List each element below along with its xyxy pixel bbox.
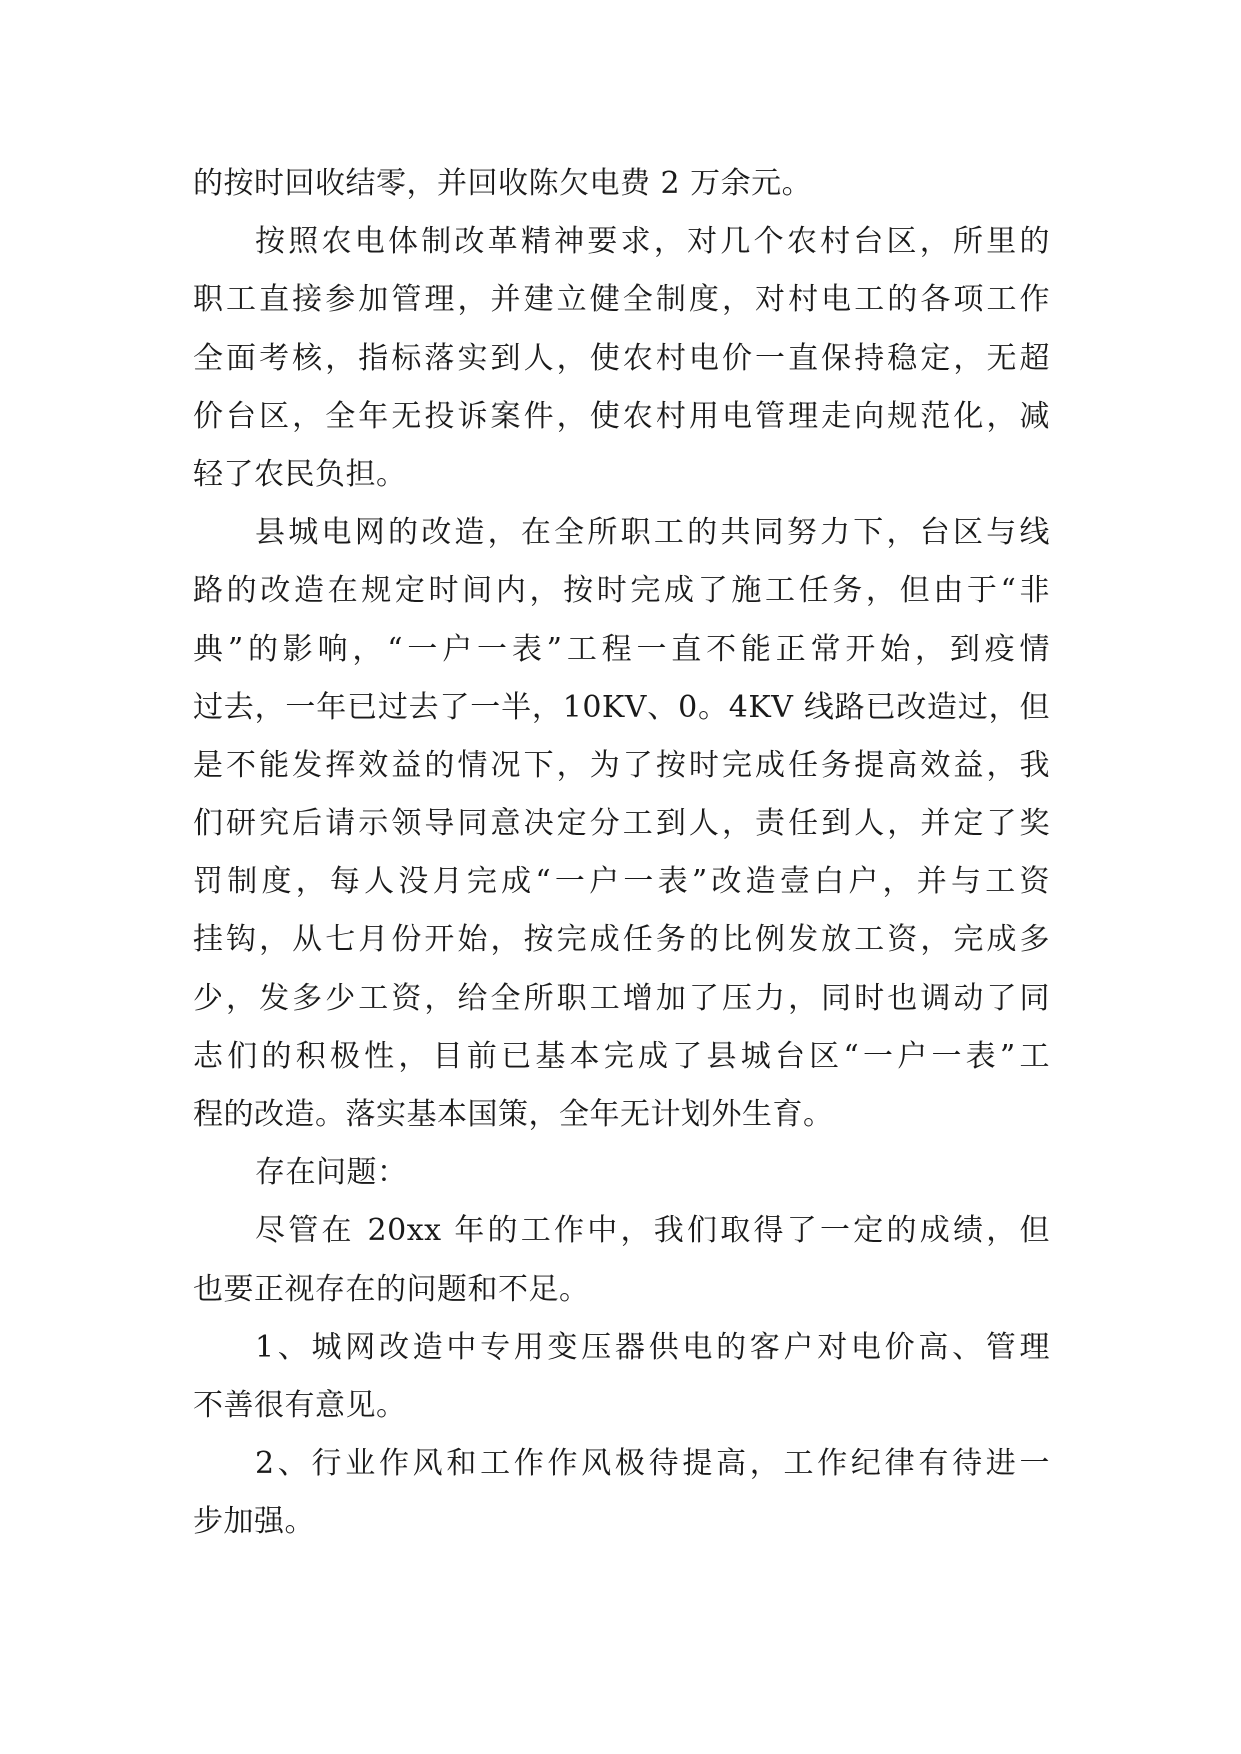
text-line: 挂钩，从七月份开始，按完成任务的比例发放工资，完成多 [193,922,1050,958]
list-item-line: 不善很有意见。 [193,1387,407,1423]
list-item-line: 1、城网改造中专用变压器供电的客户对电价高、管理 [255,1329,1050,1365]
text-line: 典”的影响，“一户一表”工程一直不能正常开始，到疫情 [193,631,1050,667]
text-line: 尽管在 20xx 年的工作中，我们取得了一定的成绩，但 [255,1213,1050,1249]
text-line: 罚制度，每人没月完成“一户一表”改造壹白户，并与工资 [193,864,1050,900]
text-line: 全面考核，指标落实到人，使农村电价一直保持稳定，无超 [193,340,1050,376]
text-line: 是不能发挥效益的情况下，为了按时完成任务提高效益，我 [193,747,1050,783]
text-line: 轻了农民负担。 [193,456,407,492]
text-line: 也要正视存在的问题和不足。 [193,1271,590,1307]
text-line: 按照农电体制改革精神要求，对几个农村台区，所里的 [255,224,1050,260]
section-heading: 存在问题： [255,1155,408,1191]
text-line: 过去，一年已过去了一半，10KV、0。4KV 线路已改造过，但 [193,689,1050,725]
text-line: 志们的积极性，目前已基本完成了县城台区“一户一表”工 [193,1038,1050,1074]
list-item-line: 2、行业作风和工作作风极待提高，工作纪律有待进一 [255,1446,1050,1482]
text-line: 县城电网的改造，在全所职工的共同努力下，台区与线 [255,515,1050,551]
text-line: 路的改造在规定时间内，按时完成了施工任务，但由于“非 [193,573,1050,609]
text-line: 的按时回收结零，并回收陈欠电费 2 万余元。 [193,166,813,201]
text-line: 少，发多少工资，给全所职工增加了压力，同时也调动了同 [193,980,1050,1016]
text-line: 职工直接参加管理，并建立健全制度，对村电工的各项工作 [193,282,1050,318]
text-line: 们研究后请示领导同意决定分工到人，责任到人，并定了奖 [193,806,1050,842]
document-body [193,155,1050,1552]
text-line: 价台区，全年无投诉案件，使农村用电管理走向规范化，减 [193,398,1050,434]
list-item-line: 步加强。 [193,1504,315,1540]
text-line: 程的改造。落实基本国策，全年无计划外生育。 [193,1097,834,1132]
